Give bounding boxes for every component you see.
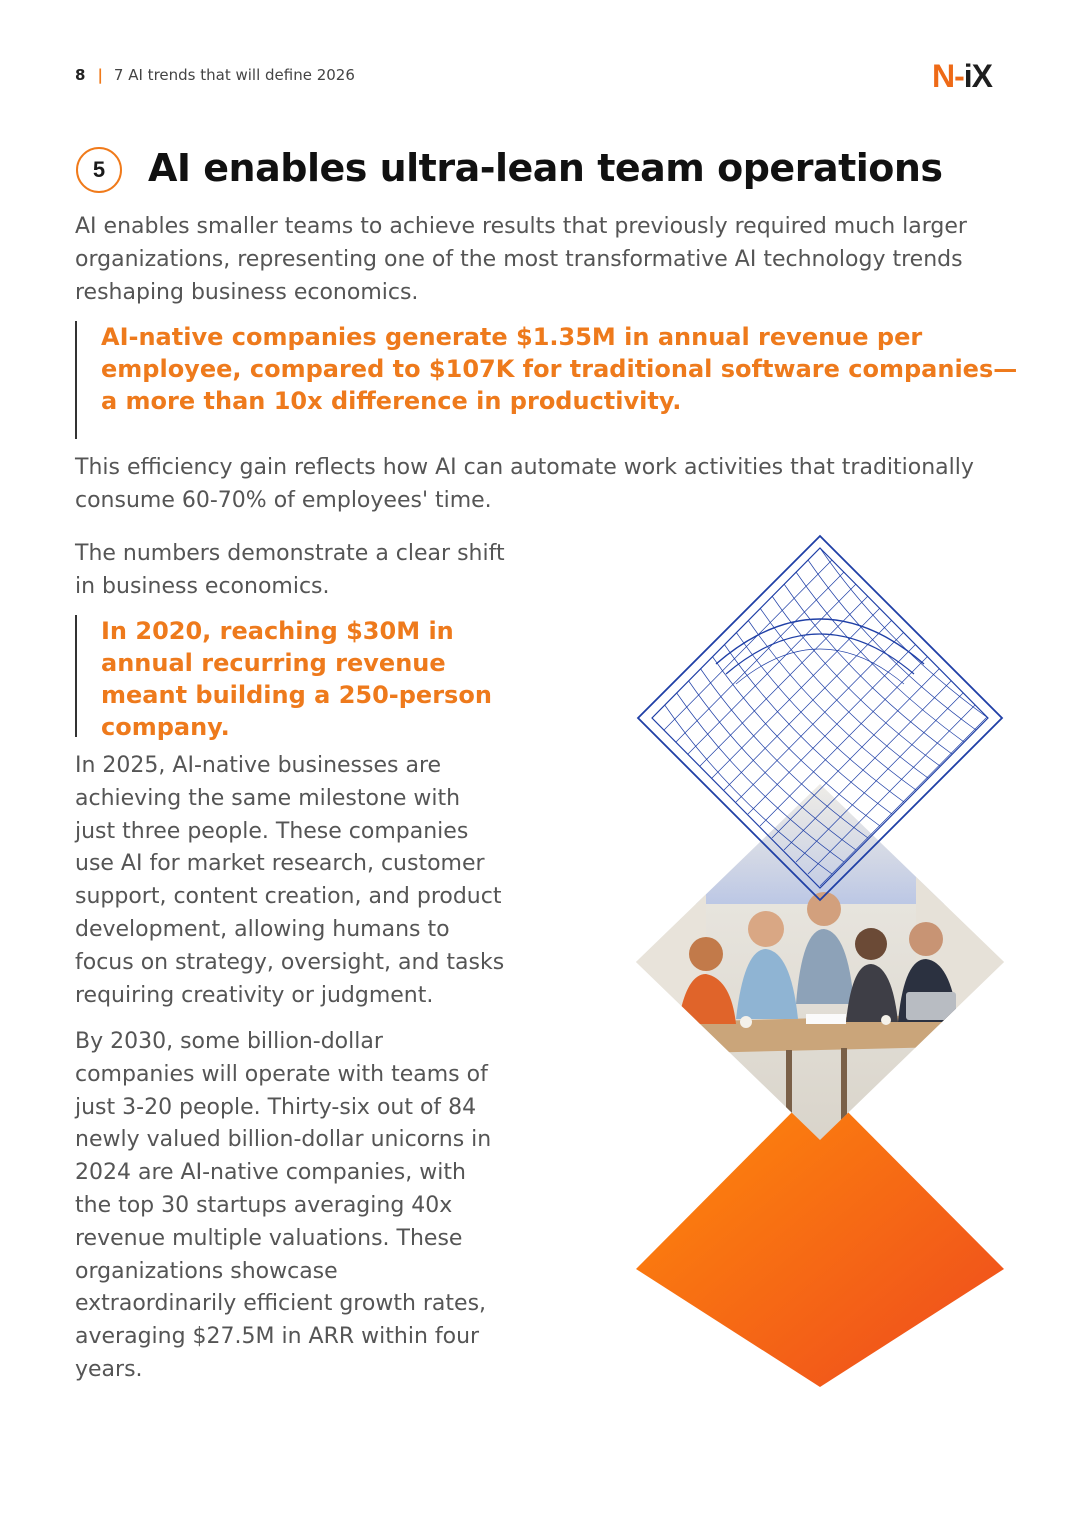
- pull-quote-2020: [75, 615, 521, 741]
- section-number-badge: 5: [76, 147, 122, 193]
- intro-paragraph: AI enables smaller teams to achieve results that previously required much larger organizations, representing one of the most transformative AI technology trends reshaping business economics.: [75, 214, 967, 305]
- decorative-diamond-graphic: [636, 534, 1004, 1389]
- page-number: 8: [75, 66, 86, 84]
- pull-quote-revenue-text: AI-native companies generate $1.35M in annual revenue per employee, compared to $107K for traditional software companies—a more than 10x difference in productivity.: [101, 323, 1018, 415]
- document-title: 7 AI trends that will define 2026: [113, 66, 355, 84]
- page-header: [75, 66, 355, 84]
- logo-ix: iX: [963, 58, 992, 94]
- section-title: AI enables ultra-lean team operations: [148, 146, 943, 190]
- efficiency-paragraph: This efficiency gain reflects how AI can automate work activities that traditionally consume 60-70% of employees' time.: [75, 455, 974, 513]
- header-separator: |: [97, 66, 103, 84]
- nix-logo: [932, 58, 992, 95]
- logo-n: N: [932, 58, 955, 94]
- numbers-paragraph: The numbers demonstrate a clear shift in business economics.: [75, 541, 505, 599]
- paragraph-2025: In 2025, AI-native businesses are achieving the same milestone with just three people. These companies use AI for market research, customer support, content creation, and product development, allowing humans to focus on strategy, oversight, and tasks requiring creativity or judgment.: [75, 753, 505, 1008]
- paragraph-2030: By 2030, some billion-dollar companies will operate with teams of just 3-20 people. Thirty-six out of 84 newly valued billion-dollar unicorns in 2024 are AI-native companies, with the top 30 startups averaging 40x revenue multiple valuations. These organizations showcase extraordinarily efficient growth rates, averaging $27.5M in ARR within four years.: [75, 1029, 492, 1382]
- logo-dash: -: [954, 58, 964, 94]
- pull-quote-2020-text: In 2020, reaching $30M in annual recurring revenue meant building a 250-person company.: [101, 617, 492, 741]
- pull-quote-revenue: [75, 321, 1021, 439]
